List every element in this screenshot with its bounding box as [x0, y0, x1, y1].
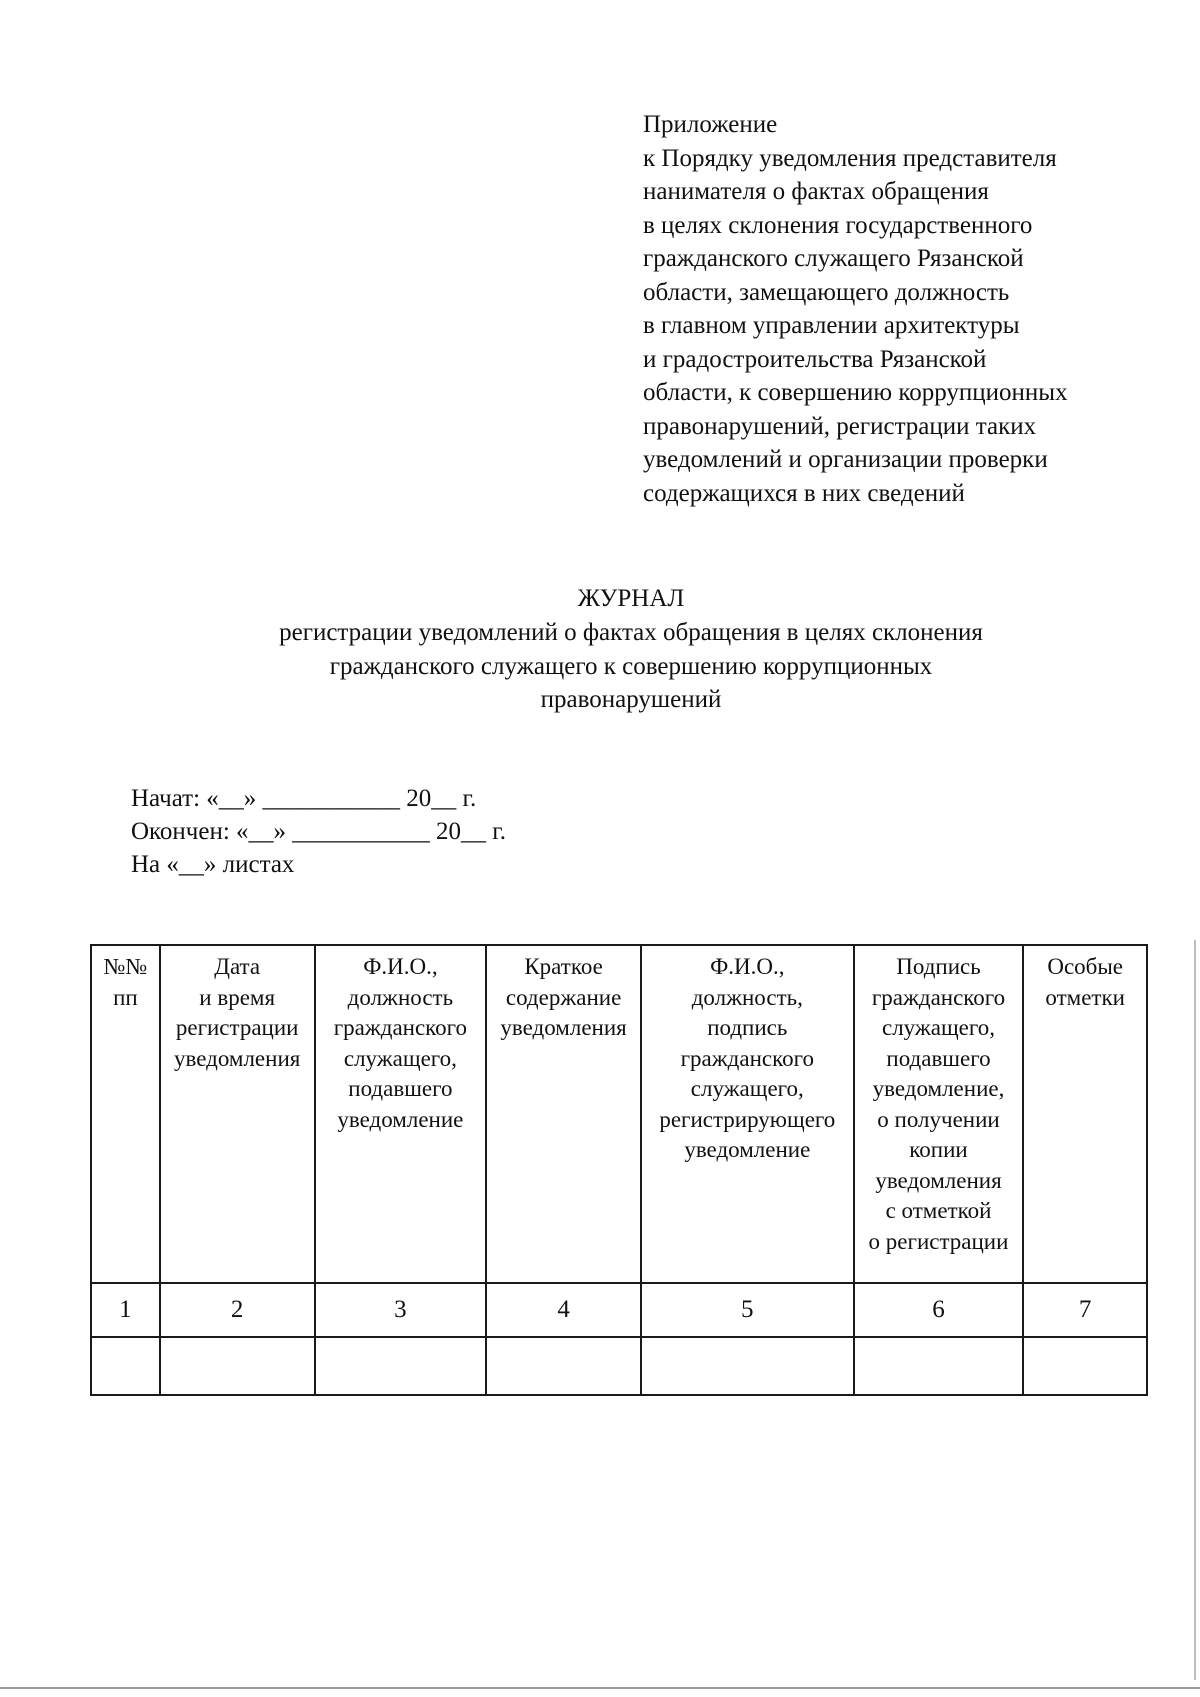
appendix-line: к Порядку уведомления представителя: [643, 144, 1057, 172]
column-number: 1: [91, 1283, 160, 1337]
header-text: регистрации: [175, 1015, 299, 1040]
header-text: о регистрации: [868, 1228, 1009, 1254]
sheets-line: На «__» листах: [131, 851, 295, 878]
appendix-line: уведомлений и организации проверки: [643, 446, 1048, 473]
appendix-line: гражданского служащего Рязанской: [643, 245, 1024, 272]
header-cell-registrar: [641, 945, 854, 1283]
header-text: уведомление: [337, 1106, 464, 1132]
column-number: 6: [854, 1283, 1024, 1337]
appendix-line: области, замещающего должность: [643, 278, 1010, 306]
scan-edge-right: [1194, 940, 1196, 1680]
journal-title: ЖУРНАЛ: [577, 585, 685, 612]
header-text: Дата: [214, 954, 261, 979]
empty-cell: [91, 1337, 160, 1395]
header-text: должность,: [691, 984, 803, 1010]
header-text: отметки: [1045, 984, 1125, 1010]
header-text: гражданского: [680, 1045, 814, 1071]
journal-subtitle-line: правонарушений: [540, 686, 722, 713]
header-cell-summary: [486, 945, 641, 1283]
column-number: 3: [315, 1283, 487, 1337]
started-line: Начат: «__» ___________ 20__ г.: [131, 785, 477, 812]
header-text: и время: [199, 984, 276, 1010]
empty-cell: [854, 1337, 1024, 1395]
header-text: №№: [103, 954, 148, 979]
header-cell-number: [91, 945, 160, 1283]
header-text: уведомления: [500, 1015, 627, 1040]
header-text: Подпись: [896, 954, 981, 979]
appendix-line: содержащихся в них сведений: [643, 479, 965, 507]
header-text: Ф.И.О.,: [710, 954, 785, 979]
appendix-line: в целях склонения государственного: [643, 211, 1033, 239]
appendix-block: [643, 108, 1163, 510]
header-cell-date: [160, 945, 315, 1283]
scan-edge-bottom: [0, 1687, 1200, 1689]
header-text: Ф.И.О.,: [363, 954, 438, 979]
finished-line: Окончен: «__» ___________ 20__ г.: [131, 818, 506, 845]
journal-table: [90, 944, 1148, 1396]
appendix-line: нанимателя о фактах обращения: [643, 178, 989, 205]
header-text: уведомление: [684, 1137, 811, 1162]
table-row: [91, 1337, 1147, 1395]
empty-cell: [641, 1337, 854, 1395]
header-text: подавшего: [886, 1045, 991, 1071]
column-number-row: [91, 1283, 1147, 1337]
table-header-row: [91, 945, 1147, 1283]
appendix-line: области, к совершению коррупционных: [643, 379, 1068, 406]
empty-cell: [486, 1337, 641, 1395]
empty-cell: [160, 1337, 315, 1395]
header-text: Особые: [1047, 954, 1124, 979]
appendix-line: в главном управлении архитектуры: [643, 312, 1020, 339]
header-text: гражданского: [871, 984, 1006, 1010]
header-cell-signature: [854, 945, 1024, 1283]
column-number: 5: [641, 1283, 854, 1337]
header-cell-submitter: [315, 945, 487, 1283]
column-number: 2: [160, 1283, 315, 1337]
header-text: подпись: [707, 1015, 788, 1040]
appendix-line: правонарушений, регистрации таких: [643, 412, 1037, 440]
header-text: служащего,: [690, 1076, 804, 1101]
header-cell-notes: [1023, 945, 1147, 1283]
column-number: 7: [1023, 1283, 1147, 1337]
header-text: Краткое: [524, 954, 603, 979]
appendix-line: и градостроительства Рязанской: [643, 345, 987, 373]
journal-subtitle-line: регистрации уведомлений о фактах обращения в целях склонения: [279, 619, 983, 646]
journal-subtitle: [0, 616, 1200, 717]
header-text: гражданского: [333, 1015, 468, 1040]
empty-cell: [1023, 1337, 1147, 1395]
header-text: с отметкой: [885, 1198, 992, 1223]
header-text: подавшего: [348, 1076, 453, 1101]
header-text: о получении: [877, 1106, 1000, 1132]
header-text: пп: [113, 984, 138, 1010]
appendix-line: Приложение: [643, 111, 778, 138]
header-text: служащего,: [881, 1015, 995, 1040]
header-text: копии: [909, 1137, 968, 1162]
header-text: уведомления: [174, 1045, 301, 1071]
journal-subtitle-line: гражданского служащего к совершению коррупционных: [329, 652, 933, 680]
column-number: 4: [486, 1283, 641, 1337]
empty-cell: [315, 1337, 487, 1395]
header-text: регистрирующего: [659, 1106, 836, 1132]
header-text: уведомление,: [872, 1076, 1005, 1101]
header-text: служащего,: [343, 1045, 457, 1071]
header-text: уведомления: [875, 1167, 1002, 1193]
header-text: содержание: [505, 984, 622, 1010]
journal-meta: [131, 782, 506, 881]
header-text: должность: [347, 984, 454, 1010]
